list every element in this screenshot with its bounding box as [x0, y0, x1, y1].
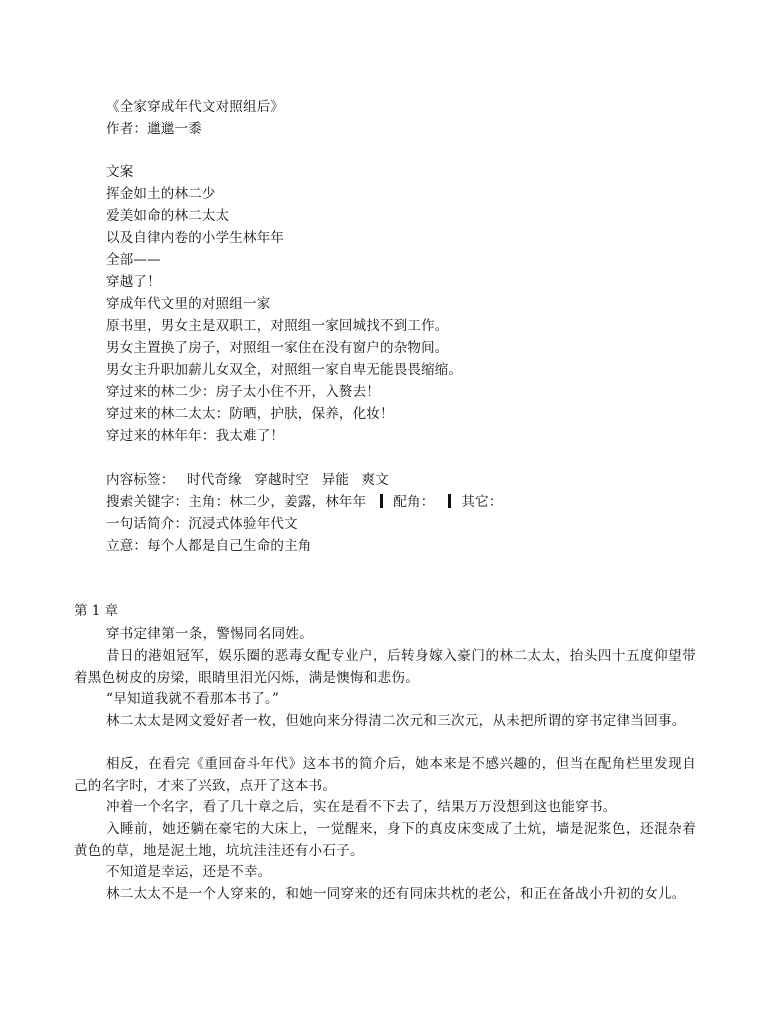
search-label: 搜索关键字：	[106, 494, 189, 510]
summary-line: 以及自律内卷的小学生林年年	[106, 230, 285, 246]
summary-line: 穿成年代文里的对照组一家	[106, 296, 271, 312]
chapter-paragraph: 入睡前，她还躺在豪宅的大床上，一觉醒来，身下的真皮床变成了土炕，墙是泥浆色，还混杂着黄色的草，地是泥土地，坑坑洼洼还有小石子。	[74, 821, 696, 859]
chapter-paragraph: 冲着一个名字，看了几十章之后，实在是看不下去了，结果万万没想到这也能穿书。	[106, 799, 617, 815]
chapter-paragraph: 相反，在看完《重回奋斗年代》这本书的简介后，她本来是不感兴趣的，但当在配角栏里发现自己的名字时，才来了兴致，点开了这本书。	[74, 756, 696, 794]
chapter-paragraph: 不知道是幸运，还是不幸。	[106, 864, 272, 880]
main-roles: 主角：林二少，姜露，林年年	[188, 494, 367, 510]
tag: 异能	[321, 472, 350, 488]
chapter-paragraph: 林二太太不是一个人穿来的，和她一同穿来的还有同床共枕的老公，和正在备战小升初的女儿。	[106, 886, 686, 902]
theme-line: 立意：每个人都是自己生命的主角	[106, 538, 312, 554]
chapter-title: 第 1 章	[74, 603, 119, 619]
chapter-paragraph: 穿书定律第一条，警惕同名同姓。	[106, 626, 313, 642]
tag: 爽文	[361, 472, 389, 488]
summary-line: 穿过来的林二太太：防晒，护肤，保养，化妆！	[106, 406, 394, 422]
separator-bar	[448, 494, 451, 508]
chapter-paragraph: 林二太太是网文爱好者一枚，但她向来分得清二次元和三次元，从未把所谓的穿书定律当回事。	[106, 713, 686, 729]
one-line-summary: 一句话简介：沉浸式体验年代文	[106, 516, 298, 532]
summary-line: 穿过来的林二少：房子太小住不开，入赘去！	[106, 384, 380, 400]
supporting-roles: 配角：	[393, 494, 435, 510]
search-keywords	[106, 492, 503, 512]
summary-line: 穿过来的林年年：我太难了！	[106, 428, 285, 444]
content-tags	[106, 470, 389, 490]
summary-line: 爱美如命的林二太太	[106, 208, 230, 224]
summary-line: 全部——	[106, 252, 161, 268]
summary-line: 男女主升职加薪儿女双全，对照组一家自卑无能畏畏缩缩。	[106, 362, 463, 378]
others-label: 其它：	[461, 494, 503, 510]
author-line: 作者：邋邋一黍	[106, 121, 202, 137]
summary-heading: 文案	[106, 164, 134, 180]
summary-line: 原书里，男女主是双职工，对照组一家回城找不到工作。	[106, 318, 449, 334]
summary-line: 穿越了！	[106, 274, 161, 290]
separator-bar	[380, 494, 383, 508]
tag: 时代奇缘	[187, 472, 242, 488]
tags-label: 内容标签：	[106, 472, 175, 488]
summary-line: 男女主置换了房子，对照组一家住在没有窗户的杂物间。	[106, 340, 449, 356]
tag: 穿越时空	[254, 472, 310, 488]
chapter-paragraph: 昔日的港姐冠军，娱乐圈的恶毒女配专业户，后转身嫁入豪门的林二太太，抬头四十五度仰望带着黑色树皮的房梁，眼睛里泪光闪烁，满是懊悔和悲伤。	[74, 648, 696, 686]
summary-line: 挥金如土的林二少	[106, 186, 216, 202]
book-title: 《全家穿成年代文对照组后》	[106, 99, 285, 115]
chapter-paragraph: “早知道我就不看那本书了。”	[106, 691, 280, 707]
